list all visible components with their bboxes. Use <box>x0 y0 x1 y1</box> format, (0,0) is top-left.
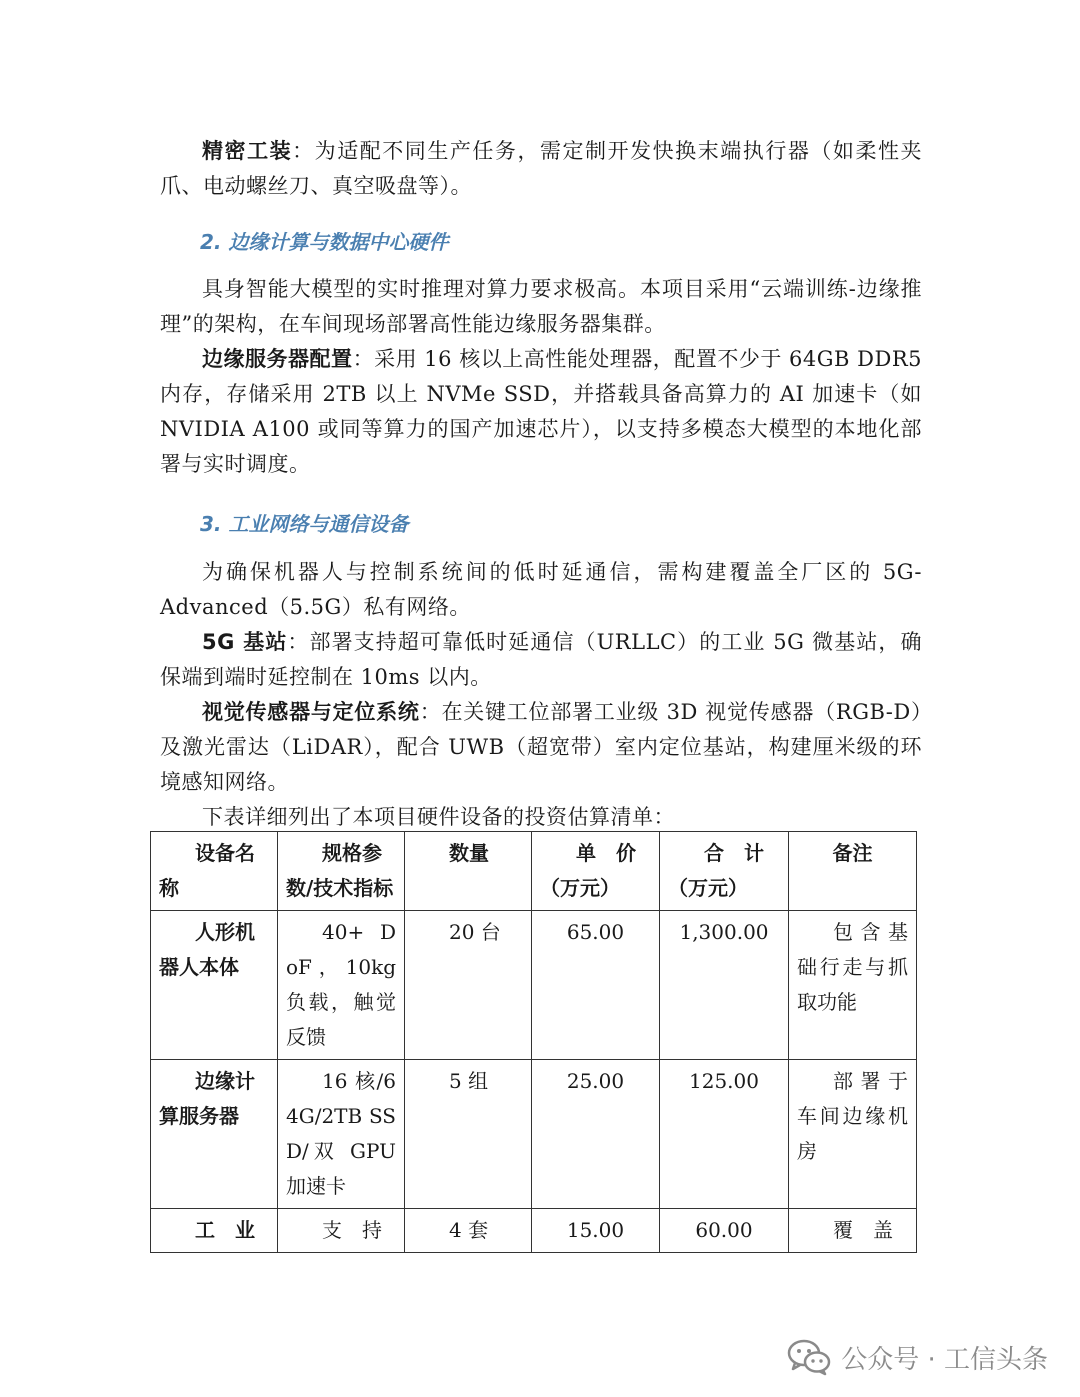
cell-device-name: 边缘计算服务器 <box>151 1060 278 1209</box>
paragraph-text: 具身智能大模型的实时推理对算力要求极高。本项目采用“云端训练-边缘推理”的架构，在车间现场部署高性能边缘服务器集群。 <box>160 277 922 336</box>
paragraph-edge-intro <box>160 272 922 342</box>
paragraph-text: ：部署支持超可靠低时延通信（URLLC）的工业 5G 微基站，确保端到端时延控制在 10ms 以内。 <box>160 630 922 689</box>
cell-note: 部署于车间边缘机房 <box>789 1060 917 1209</box>
table-header-row <box>151 832 917 911</box>
cell-unit-price: 25.00 <box>532 1060 660 1209</box>
wechat-icon <box>787 1338 831 1376</box>
paragraph-text: 为确保机器人与控制系统间的低时延通信，需构建覆盖全厂区的 5G-Advanced（5.5G）私有网络。 <box>160 560 922 619</box>
header-spec: 规格参数/技术指标 <box>278 832 405 911</box>
header-unit-price: 单 价（万元） <box>532 832 660 911</box>
cell-quantity: 20 台 <box>405 911 532 1060</box>
header-total: 合 计（万元） <box>660 832 789 911</box>
cell-total: 125.00 <box>660 1060 789 1209</box>
paragraph-network-intro <box>160 555 922 625</box>
paragraph-text: 下表详细列出了本项目硬件设备的投资估算清单： <box>202 805 675 829</box>
cell-spec: 16 核/64G/2TB SSD/双 GPU 加速卡 <box>278 1060 405 1209</box>
paragraph-text: ：为适配不同生产任务，需定制开发快换末端执行器（如柔性夹爪、电动螺丝刀、真空吸盘等）。 <box>160 139 923 198</box>
cell-total: 1,300.00 <box>660 911 789 1060</box>
cell-quantity: 4 套 <box>405 1209 532 1253</box>
cell-spec: 支 持 <box>278 1209 405 1253</box>
paragraph-edge-server <box>160 342 922 482</box>
table-row <box>151 1060 917 1209</box>
cell-device-name: 人形机器人本体 <box>151 911 278 1060</box>
header-quantity: 数量 <box>405 832 532 911</box>
cell-unit-price: 65.00 <box>532 911 660 1060</box>
paragraph-5g-base-station <box>160 625 922 695</box>
investment-table <box>150 831 917 1253</box>
paragraph-table-intro <box>160 800 922 835</box>
table-row <box>151 911 917 1060</box>
cell-spec: 40+ DoF，10kg 负载，触觉反馈 <box>278 911 405 1060</box>
cell-total: 60.00 <box>660 1209 789 1253</box>
watermark-text: 公众号 · 工信头条 <box>841 1344 1048 1375</box>
cell-unit-price: 15.00 <box>532 1209 660 1253</box>
cell-device-name: 工 业 <box>151 1209 278 1253</box>
term-precision-fixtures: 精密工装 <box>202 139 293 163</box>
section-heading-industrial-network: 3. 工业网络与通信设备 <box>200 512 409 536</box>
term-edge-server-config: 边缘服务器配置 <box>202 347 353 371</box>
term-5g-base-station: 5G 基站 <box>202 630 288 654</box>
section-heading-edge-computing: 2. 边缘计算与数据中心硬件 <box>200 230 449 254</box>
header-note: 备注 <box>789 832 917 911</box>
cell-note: 覆 盖 <box>789 1209 917 1253</box>
table-row <box>151 1209 917 1253</box>
wechat-watermark <box>787 1338 1048 1376</box>
cell-quantity: 5 组 <box>405 1060 532 1209</box>
cell-note: 包含基础行走与抓取功能 <box>789 911 917 1060</box>
paragraph-fixtures <box>160 134 922 204</box>
paragraph-vision-sensors <box>160 695 922 800</box>
header-device-name: 设备名称 <box>151 832 278 911</box>
paragraph-text: ：采用 16 核以上高性能处理器，配置不少于 64GB DDR5 内存，存储采用 2TB 以上 NVMe SSD，并搭载具备高算力的 AI 加速卡（如 NVIDIA A100 或同等算力的国产加速芯片），以支持多模态大模型的本地化部署与实时调度。 <box>160 347 922 476</box>
paragraph-text: ：在关键工位部署工业级 3D 视觉传感器（RGB-D）及激光雷达（LiDAR），配合 UWB（超宽带）室内定位基站，构建厘米级的环境感知网络。 <box>160 700 922 794</box>
term-vision-positioning: 视觉传感器与定位系统 <box>202 700 420 724</box>
